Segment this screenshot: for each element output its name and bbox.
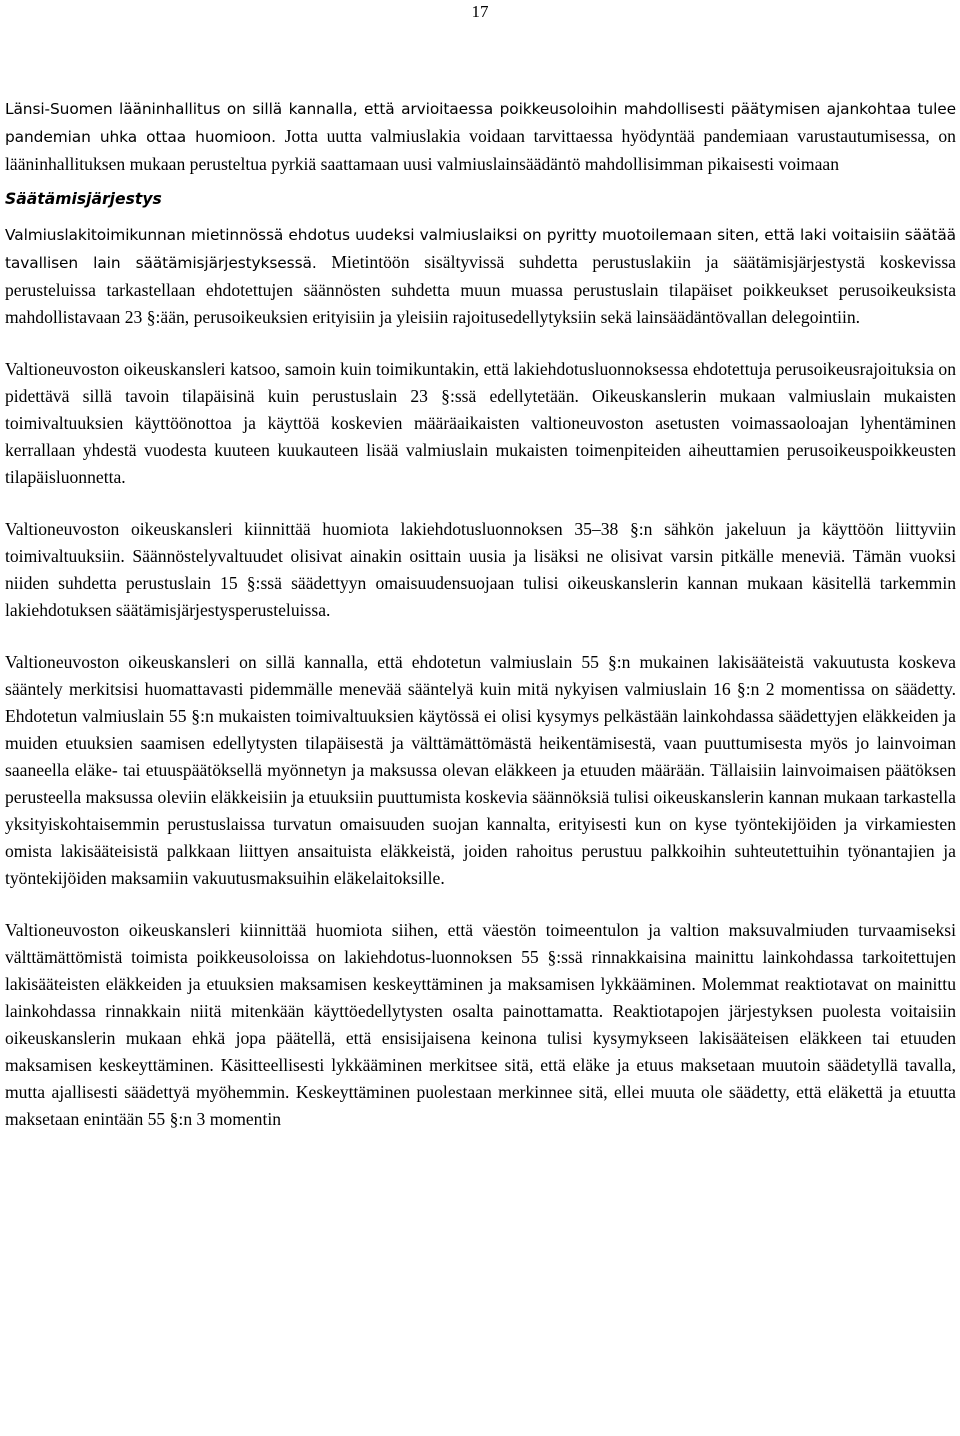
paragraph-pandemic-readiness-part-a: Länsi-Suomen lääninhallitus on sillä kannalla, että arvioitaessa poikkeusoloihin mahdollisesti päätymisen ajankohtaa tulee pandemian uhka ottaa huomioon.: [5, 100, 956, 146]
paragraph-legislative-order: [5, 221, 956, 331]
paragraph-pandemic-readiness: [5, 95, 956, 178]
document-body: [5, 95, 956, 1133]
page-number: 17: [471, 2, 489, 21]
paragraph-legislative-order-part-a: Valmiuslakitoimikunnan mietinnössä ehdotus uudeksi valmiuslaiksi on pyritty muotoilemaan siten, että laki voitaisiin säätää tavallisen lain säätämisjärjestyksessä.: [5, 226, 956, 272]
spacer: [5, 213, 956, 221]
paragraph-pandemic-readiness-part-b: Jotta uutta valmiuslakia voidaan tarvittaessa hyödyntää pandemiaan varustautumisessa, on lääninhallituksen mukaan perusteltua pyrkiä saattamaan uusi valmiuslainsäädäntö mahdollisimman pikaisesti voimaan: [5, 126, 956, 174]
spacer: [5, 331, 956, 356]
spacer: [5, 624, 956, 649]
spacer: [5, 892, 956, 917]
paragraph-legislative-order-part-b: Mietintöön sisältyvissä suhdetta perustuslakiin ja säätämisjärjestystä koskevissa perusteluissa tarkastellaan ehdotettujen säännösten suhdetta muun muassa perustuslain tilapäiset poikkeukset perusoikeuksista mahdollistavaan 23 §:ään, perusoikeuksien erityisiin ja yleisiin rajoitusedellytyksiin sekä lainsäädäntövallan delegointiin.: [5, 252, 956, 327]
section-heading: Säätämisjärjestys: [5, 190, 162, 208]
spacer: [5, 491, 956, 516]
paragraph-temporary-restrictions: Valtioneuvoston oikeuskansleri katsoo, samoin kuin toimikuntakin, että lakiehdotusluonnoksessa ehdotettuja perusoikeusrajoituksia on pidettävä sillä tavoin tilapäisinä kuin perustuslain 23 §:ssä edellytetään. Oikeuskanslerin mukaan valmiuslain mukaisten toimivaltuuksien käyttöönottoa ja käyttöä koskevien määräaikaisten valtioneuvoston asetusten voimassaoloajan lyhentäminen kerrallaan yhdestä vuodesta kuuteen kuukauteen lisää valmiuslain mukaisten toimenpiteiden aiheuttamien perusoikeuspoikkeusten tilapäisluonnetta.: [5, 359, 956, 487]
paragraph-electricity-powers: Valtioneuvoston oikeuskansleri kiinnittää huomiota lakiehdotusluonnoksen 35–38 §:n sähkön jakeluun ja käyttöön liittyviin toimivaltuuksiin. Säännöstelyvaltuudet olisivat ainakin osittain uusia ja lisäksi ne olisivat varsin pitkälle meneviä. Tämän vuoksi niiden suhdetta perustuslain 15 §:ssä säädettyyn omaisuudensuojaan tulisi oikeuskanslerin kannan mukaan käsitellä tarkemmin lakiehdotuksen säätämisjärjestysperusteluissa.: [5, 519, 956, 620]
spacer: [5, 178, 956, 186]
paragraph-pension-insurance: Valtioneuvoston oikeuskansleri on sillä kannalla, että ehdotetun valmiuslain 55 §:n mukainen lakisääteistä vakuutusta koskeva sääntely merkitsisi huomattavasti pidemmälle menevää sääntelyä kuin mitä nykyisen valmiuslain 16 §:n 2 momentissa on säädetty. Ehdotetun valmiuslain 55 §:n mukaisten toimivaltuuksien käytössä ei olisi kysymys pelkästään lainkohdassa säädettyjen eläkkeiden ja muiden etuuksien saamisen edellytysten tilapäisestä ja välttämättömästä heikentämisestä, vaan puuttumisesta myös jo lainvoiman saaneella eläke- tai etuuspäätöksellä myönnetyn ja maksussa olevan eläkkeen ja etuuden määrään. Tällaisiin lainvoimaisen päätöksen perusteella maksussa oleviin eläkkeisiin ja etuuksiin puuttumista koskevia säännöksiä tulisi oikeuskanslerin kannan mukaan tarkastella yksityiskohtaisemmin perustuslaissa turvatun omaisuuden suojan kannalta, erityisesti kun on kyse työntekijöiden ja virkamiesten omista lakisääteisistä palkkaan liittyen ansaituista eläkkeistä, joiden rahoitus perustuu palkkoihin suhteutettuihin työnantajien ja työntekijöiden maksamiin vakuutusmaksuihin eläkelaitoksille.: [5, 652, 956, 888]
paragraph-pension-suspension: Valtioneuvoston oikeuskansleri kiinnittää huomiota siihen, että väestön toimeentulon ja valtion maksuvalmiuden turvaamiseksi välttämättömistä toimista poikkeusoloissa on lakiehdotus-luonnoksen 55 §:ssä rinnakkaisina mainittu lainkohdassa tarkoitettujen lakisääteisten eläkkeiden ja etuuksien maksamisen keskeyttäminen ja maksamisen lykkääminen. Molemmat reaktiotavat on mainittu lainkohdassa rinnakkain niitä mitenkään käyttöedellytysten osalta painottamatta. Reaktiotapojen järjestyksen puolesta voitaisiin oikeuskanslerin mukaan ehkä jopa päätellä, että ensisijaisena keinona tulisi kysymykseen lakisääteisen eläkkeen tai etuuden maksamisen keskeyttäminen. Käsitteellisesti lykkääminen merkitsee sitä, että eläke ja etuus maksetaan muutoin säädetyllä tavalla, mutta ajallisesti säädettyä myöhemmin. Keskeyttäminen puolestaan merkinnee sitä, ellei muuta ole säädetty, että eläkettä ja etuutta maksetaan enintään 55 §:n 3 momentin: [5, 920, 956, 1129]
